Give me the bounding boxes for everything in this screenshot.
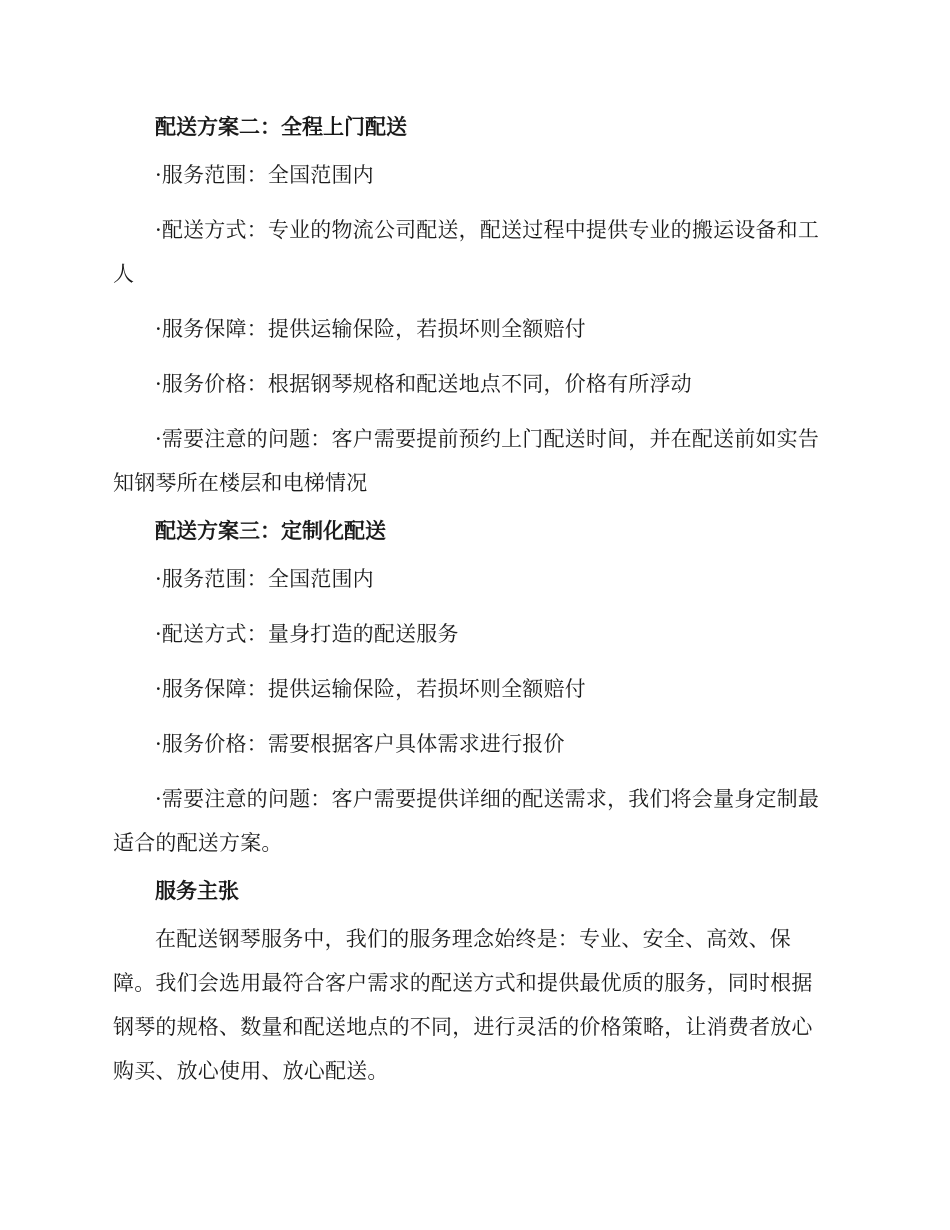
plan-two-service-scope: ·服务范围：全国范围内 <box>155 163 374 187</box>
plan-two-service-price: ·服务价格：根据钢琴规格和配送地点不同，价格有所浮动 <box>155 372 692 396</box>
plan-two-delivery-method: ·配送方式：专业的物流公司配送，配送过程中提供专业的搬运设备和工人 <box>113 218 820 286</box>
plan-three-notes: ·需要注意的问题：客户需要提供详细的配送需求，我们将会量身定制最适合的配送方案。 <box>113 787 820 855</box>
section-heading-plan-two: 配送方案二：全程上门配送 <box>155 115 407 139</box>
plan-three-delivery-method: ·配送方式：量身打造的配送服务 <box>155 622 459 646</box>
section-heading-plan-three: 配送方案三：定制化配送 <box>155 519 386 543</box>
plan-two-notes: ·需要注意的问题：客户需要提前预约上门配送时间，并在配送前如实告知钢琴所在楼层和电梯情况 <box>113 427 820 495</box>
plan-three-service-scope: ·服务范围：全国范围内 <box>155 567 374 591</box>
document-page <box>113 112 833 1104</box>
plan-three-service-guarantee: ·服务保障：提供运输保险，若损坏则全额赔付 <box>155 677 586 701</box>
section-heading-service-philosophy: 服务主张 <box>155 879 239 903</box>
plan-two-service-guarantee: ·服务保障：提供运输保险，若损坏则全额赔付 <box>155 317 586 341</box>
plan-three-service-price: ·服务价格：需要根据客户具体需求进行报价 <box>155 732 565 756</box>
service-philosophy-body: 在配送钢琴服务中，我们的服务理念始终是：专业、安全、高效、保障。我们会选用最符合客户需求的配送方式和提供最优质的服务，同时根据钢琴的规格、数量和配送地点的不同，进行灵活的价格策略，让消费者放心购买、放心使用、放心配送。 <box>113 927 813 1083</box>
